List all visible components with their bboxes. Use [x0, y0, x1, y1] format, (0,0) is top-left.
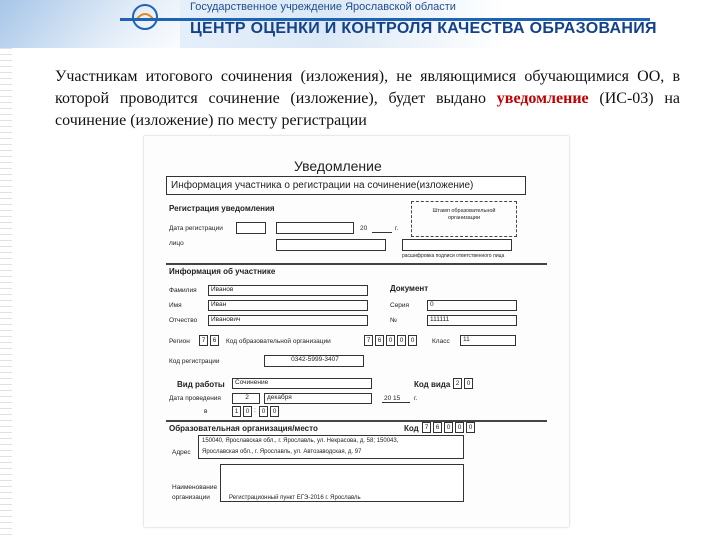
org-code-label: Код образовательной организации	[226, 338, 331, 345]
work-type-label: Вид работы	[177, 380, 225, 389]
org-name-label-2: организации	[172, 494, 210, 501]
class-field[interactable]: 11	[460, 335, 516, 346]
address-field[interactable]	[198, 435, 464, 459]
patronymic-label: Отчество	[169, 317, 198, 324]
reg-month-box[interactable]	[276, 222, 354, 234]
header-subtitle: Государственное учреждение Ярославской области	[190, 1, 456, 13]
time-separator: :	[254, 407, 256, 414]
info-header-box: Информация участника о регистрации на сочинение(изложение)	[166, 176, 526, 195]
participant-section-title: Информация об участнике	[169, 267, 276, 276]
time-at-label: в	[204, 408, 208, 415]
intro-highlight: уведомление	[496, 90, 589, 107]
time-cell[interactable]: 1	[232, 406, 241, 417]
edu-code-cell[interactable]: 6	[433, 422, 442, 433]
stamp-caption: Штамп образовательной организации	[432, 208, 496, 221]
exam-year-value: 20 15	[384, 395, 401, 402]
person-label: лицо	[169, 240, 184, 247]
region-label: Регион	[169, 338, 190, 345]
patronymic-field[interactable]: Иванович	[208, 315, 368, 326]
org-name-field[interactable]: Регистрационный пункт ЕГЭ-2016 г. Ярославль	[220, 464, 464, 502]
reg-code-field[interactable]: 0342-5999-3407	[264, 355, 364, 367]
org-code-cell[interactable]: 0	[386, 335, 395, 346]
name-label: Имя	[169, 302, 182, 309]
signature-caption: расшифровка подписи ответственного лица	[402, 253, 505, 259]
class-label: Класс	[432, 338, 450, 345]
left-border-decoration	[0, 48, 12, 540]
org-code-cell[interactable]: 0	[408, 335, 417, 346]
header-banner	[0, 0, 720, 48]
reg-year-line	[372, 232, 392, 233]
work-code-cell[interactable]: 0	[464, 378, 473, 389]
document-label: Документ	[390, 284, 429, 293]
series-label: Серия	[390, 302, 410, 309]
notification-form-scan	[144, 136, 569, 527]
time-cell[interactable]: 0	[243, 406, 252, 417]
org-name-label-1: Наименование	[172, 484, 218, 491]
exam-day-field[interactable]: 2	[232, 393, 260, 404]
surname-label: Фамилия	[169, 287, 197, 294]
reg-section-title: Регистрация уведомления	[169, 204, 275, 213]
edu-code-cell[interactable]: 0	[466, 422, 475, 433]
address-label: Адрес	[172, 449, 191, 456]
series-field[interactable]: 0	[427, 300, 517, 311]
reg-date-label: Дата регистрации	[169, 225, 223, 232]
edu-org-section-rule	[166, 420, 547, 422]
surname-field[interactable]: Иванов	[208, 285, 368, 296]
reg-day-box[interactable]	[236, 222, 266, 234]
address-line-1: 150040, Ярославская обл., г. Ярославль, ул. Некрасова, д. 58; 150043,	[202, 438, 399, 444]
org-code-cell[interactable]: 6	[375, 335, 384, 346]
organization-logo-icon	[130, 2, 160, 32]
edu-code-cell[interactable]: 0	[455, 422, 464, 433]
time-cell[interactable]: 0	[259, 406, 268, 417]
header-title: ЦЕНТР ОЦЕНКИ И КОНТРОЛЯ КАЧЕСТВА ОБРАЗОВАНИЯ	[190, 20, 657, 37]
exam-year-line	[382, 402, 410, 403]
participant-section-rule	[166, 263, 547, 265]
number-field[interactable]: 111111	[427, 315, 517, 326]
region-cell[interactable]: 7	[199, 335, 208, 346]
number-label: №	[390, 317, 397, 324]
exam-year-mark: г.	[414, 395, 418, 402]
form-title: Уведомление	[294, 158, 382, 174]
edu-code-cell[interactable]: 0	[444, 422, 453, 433]
reg-year-prefix: 20	[360, 225, 368, 232]
intro-text-2: (ИС-03) на сочинение (изложение) по месту регистрации	[55, 90, 680, 129]
reg-code-label: Код регистрации	[169, 358, 220, 365]
time-cell[interactable]: 0	[270, 406, 279, 417]
edu-code-label: Код	[404, 424, 419, 433]
work-type-field[interactable]: Сочинение	[232, 378, 372, 389]
org-code-cell[interactable]: 0	[397, 335, 406, 346]
exam-month-field[interactable]: декабря	[264, 393, 372, 404]
edu-code-cell[interactable]: 7	[422, 422, 431, 433]
intro-text-1: Участникам итогового сочинения (изложения), не являющимися обучающимися ОО, в которой проводится сочинение (изложение), будет выдано	[55, 68, 680, 107]
work-code-cell[interactable]: 2	[453, 378, 462, 389]
edu-org-section-title: Образовательная организация/место	[169, 424, 318, 433]
address-line-2: Ярославская обл., г. Ярославль, ул. Автозаводская, д. 97	[202, 449, 362, 455]
signature-name-box[interactable]	[402, 239, 512, 251]
region-cell[interactable]: 6	[210, 335, 219, 346]
work-code-label: Код вида	[414, 380, 451, 389]
intro-paragraph	[55, 66, 680, 132]
exam-date-label: Дата проведения	[169, 395, 221, 402]
signature-box[interactable]	[276, 239, 386, 251]
org-code-cell[interactable]: 7	[364, 335, 373, 346]
reg-year-suffix: г.	[395, 225, 399, 232]
name-field[interactable]: Иван	[208, 300, 368, 311]
